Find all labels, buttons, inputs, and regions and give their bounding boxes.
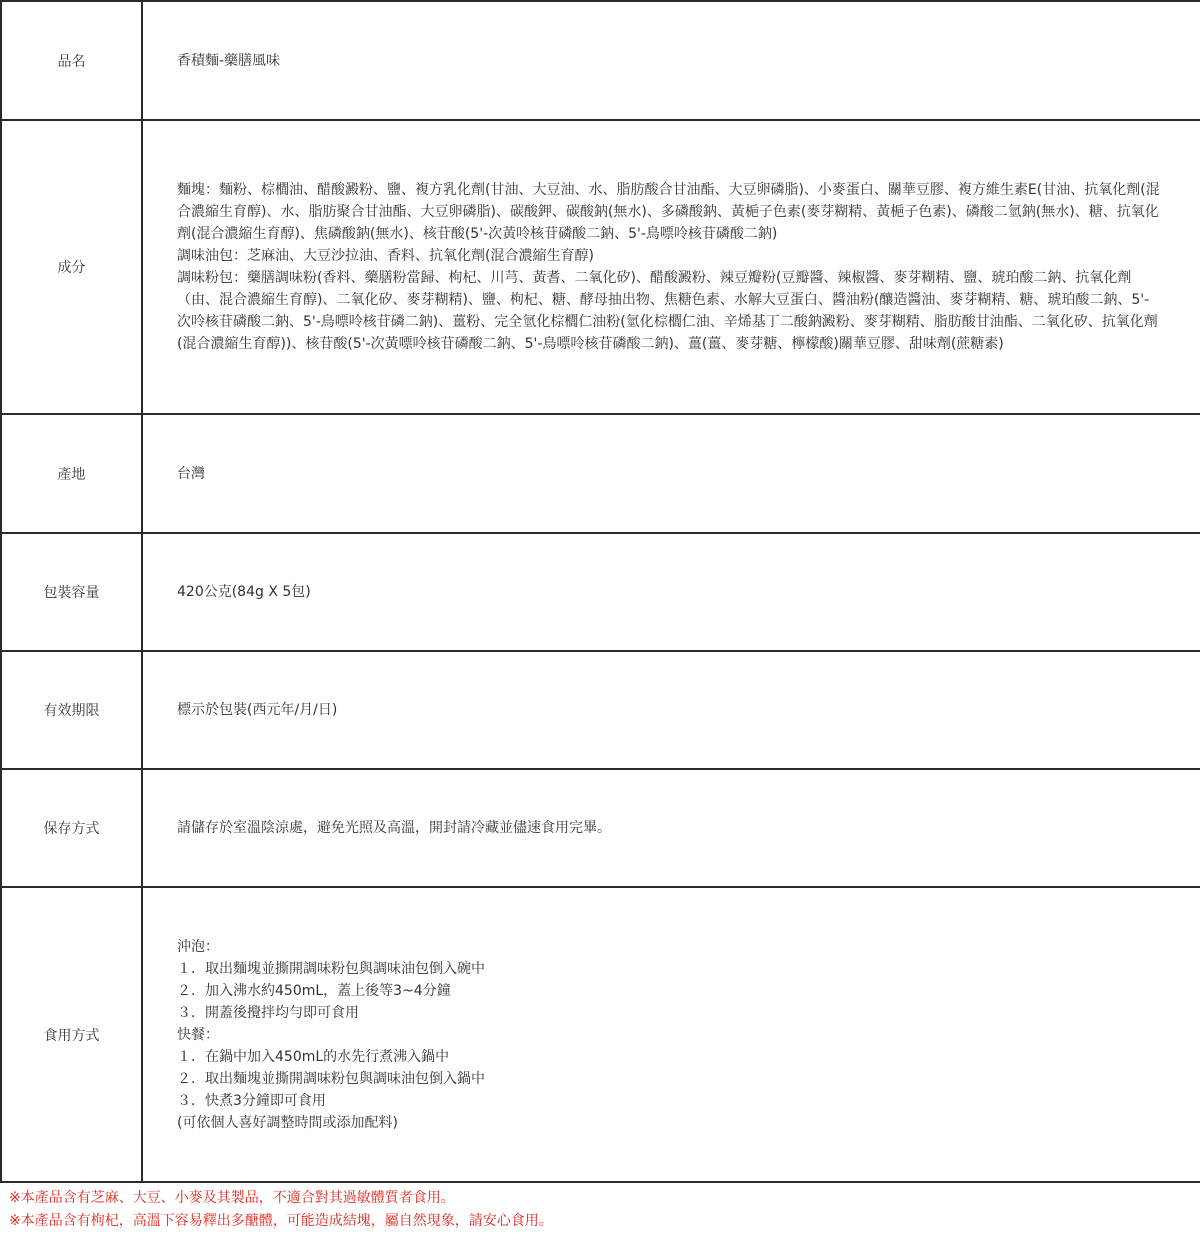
- usage-line: １．在鍋中加入450mL的水先行煮沸入鍋中: [177, 1048, 450, 1065]
- ingredients-cell: [142, 120, 1200, 414]
- ingredients-oil-packet: 調味油包：芝麻油、大豆沙拉油、香料、抗氧化劑(混合濃縮生育醇): [177, 248, 594, 264]
- table-row-package: [1, 533, 1200, 651]
- ingredients-noodle: 麵塊：麵粉、棕櫚油、醋酸澱粉、鹽、複方乳化劑(甘油、大豆油、水、脂肪酸合甘油酯、大豆卵磷脂)、小麥蛋白、關華豆膠、複方維生素E(甘油、抗氧化劑(混合濃縮生育醇)、水、脂肪聚合甘油酯、大豆卵磷脂)、碳酸鉀、碳酸鈉(無水)、多磷酸鈉、黃梔子色素(麥芽糊精、黃梔子色素)、磷酸二氫鈉(無水)、糖、抗氧化劑(混合濃縮生育醇)、焦磷酸鈉(無水)、核苷酸(5'-次黃呤核苷磷酸二鈉、5'-鳥嘌呤核苷磷酸二鈉): [177, 182, 1160, 242]
- usage-line: 快餐：: [177, 1026, 219, 1043]
- usage-line: ２．加入沸水約450mL，蓋上後等3~4分鐘: [177, 982, 451, 999]
- row-label: 產地: [1, 414, 142, 533]
- allergen-note: ※本產品含有芝麻、大豆、小麥及其製品，不適合對其過敏體質者食用。: [9, 1190, 455, 1206]
- table-row-ingredients: [1, 120, 1200, 414]
- row-label: 品名: [1, 1, 142, 120]
- table-row-expiry: [1, 651, 1200, 769]
- usage-line: ３．開蓋後攪拌均勻即可食用: [177, 1004, 359, 1021]
- goji-note: ※本產品含有枸杞，高溫下容易釋出多醣體，可能造成結塊，屬自然現象，請安心食用。: [9, 1213, 553, 1229]
- ingredients-powder-packet: 調味粉包：藥膳調味粉(香料、藥膳粉當歸、枸杞、川芎、黃耆、二氧化矽)、醋酸澱粉、辣豆瓣粉(豆瓣醬、辣椒醬、麥芽糊精、鹽、琥珀酸二鈉、抗氧化劑（由、混合濃縮生育醇)、二氧化矽、麥芽糊精)、鹽、枸杞、糖、酵母抽出物、焦糖色素、水解大豆蛋白、醬油粉(釀造醬油、麥芽糊精、糖、琥珀酸二鈉、5'-次呤核苷磷酸二鈉、5'-鳥嘌呤核苷磷二鈉)、薑粉、完全氫化棕櫚仁油粉(氫化棕櫚仁油、辛烯基丁二酸鈉澱粉、麥芽糊精、脂肪酸甘油酯、二氧化矽、抗氧化劑(混合濃縮生育醇))、核苷酸(5'-次黃嘌呤核苷磷酸二鈉、5'-鳥嘌呤核苷磷酸二鈉)、薑(薑、麥芽糖、檸檬酸)關華豆膠、甜味劑(蔗糖素): [177, 270, 1158, 352]
- usage-line: 沖泡：: [177, 938, 219, 955]
- package-value: 420公克(84g X 5包): [142, 533, 1200, 651]
- allergen-notes: [9, 1187, 1189, 1233]
- table-row-origin: [1, 414, 1200, 533]
- row-label: 包裝容量: [1, 533, 142, 651]
- usage-line: ３．快煮3分鐘即可食用: [177, 1092, 326, 1109]
- table-row-name: [1, 1, 1200, 120]
- expiry-value: 標示於包裝(西元年/月/日): [142, 651, 1200, 769]
- storage-value: 請儲存於室溫陰涼處，避免光照及高溫，開封請冷藏並儘速食用完畢。: [142, 769, 1200, 887]
- table-row-usage: [1, 887, 1200, 1182]
- row-label: 有效期限: [1, 651, 142, 769]
- usage-cell: [142, 887, 1200, 1182]
- origin-value: 台灣: [142, 414, 1200, 533]
- usage-line: (可依個人喜好調整時間或添加配料): [177, 1114, 398, 1131]
- row-label: 保存方式: [1, 769, 142, 887]
- row-label: 食用方式: [1, 887, 142, 1182]
- usage-line: ２．取出麵塊並撕開調味粉包與調味油包倒入鍋中: [177, 1070, 485, 1087]
- usage-line: １．取出麵塊並撕開調味粉包與調味油包倒入碗中: [177, 960, 485, 977]
- row-label: 成分: [1, 120, 142, 414]
- table-row-storage: [1, 769, 1200, 887]
- product-name: 香積麵-藥膳風味: [142, 1, 1200, 120]
